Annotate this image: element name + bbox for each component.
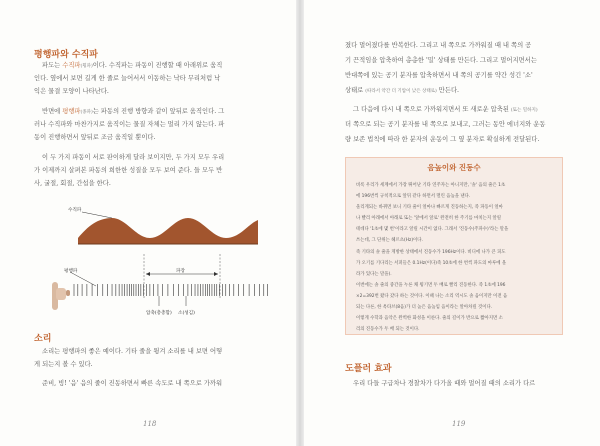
label-longitudinal-wave: 평행파: [64, 269, 78, 274]
paragraph-both-line2: 가 이제까지 살펴본 파동의 희한한 성질을 모두 보여 준다. 들 모두 반: [34, 167, 223, 174]
paragraph-top-line1: 졌다 멀어졌다를 반복한다. 그리고 내 쪽으로 가까워질 때 내 쪽의 공: [345, 42, 532, 49]
box-line: 라가 있다는 말을).: [356, 271, 392, 277]
box-line: 이번에는 솔 줄의 중간을 누른 채 튕기면 두 배로 빨리 진동한다. 즉 1초에 196: [356, 282, 506, 288]
longitudinal-wave-lines: [74, 284, 268, 296]
heading-wave-types: 평행파와 수직파: [34, 50, 98, 60]
wavelength-arrowhead-right: [214, 272, 218, 276]
box-line: 즉 기타의 솔 줄을 게방한 상태에서 진동수가 196Hz이다. 비디에 나가 큰 피도: [356, 249, 506, 255]
paragraph-both-line1: 이 두 가지 파동이 서로 판이하게 달라 보이지만, 두 가지 모두 우리: [42, 154, 225, 161]
box-line: 비록 우리가 세계에서 가장 뛰어난 기타 연주자는 아니지만, '솔' 음의 줄은 1초: [356, 183, 506, 188]
pitch-frequency-box: [345, 157, 563, 335]
page-number-right: 119: [452, 420, 466, 428]
transverse-pointer: [82, 212, 112, 218]
label-compression: 압축(총총함): [146, 311, 172, 316]
label-wavelength: 파장: [176, 269, 185, 274]
book-gutter: [296, 0, 304, 446]
paragraph-sound-line2: 게 되는지 볼 수 있다.: [34, 361, 93, 368]
box-line: 울리게되는 바뀌면 보니 기타 줄이 얼마나 빠르게 진동하는지, 즉 파동이 얼마: [356, 205, 503, 211]
paragraph-top-line2: 기 끈적임을 압축하여 총총한 '밀' 상태를 만든다. 그리고 멀어지면서는: [345, 57, 537, 64]
paragraph-sound-line1: 소리는 평행파의 좋은 예이다. 기타 줄을 튕겨 소리를 내 보면 어떻: [42, 348, 223, 355]
paragraph-longitudinal-line1: 반면에 평행파(종파)는 파동의 진행 방향과 같이 앞뒤로 움직인다. 그: [42, 108, 225, 115]
page-number-left: 118: [143, 420, 157, 428]
paragraph-top-line3: 반대쪽에 있는 공기 분자를 압축하면서 내 쪽의 공기를 약간 성긴 '소': [345, 72, 533, 79]
box-line: 되는 다른, 한 옥타브(8음)가 더 높은 음높임 음이라는 알아차릴 것이다.: [356, 305, 493, 311]
box-line: 리의 진동수가 두 배 되는 것이다.: [356, 327, 420, 333]
box-line: ×2=392번 왔다 갔다 하는 것이다. 이때 나는 소리 역시도 솔 음이지만 이전 음: [356, 293, 508, 299]
paragraph-transverse-line2: 인다. 옆에서 보면 길게 한 줄로 늘어서서 이동하는 낙타 무리처럼 낙: [34, 75, 221, 82]
paragraph-doppler-line1: 우리 다들 구급차나 경찰차가 다가올 때와 멀어질 때의 소리가 다르: [353, 380, 536, 387]
paragraph-top-line5: 그 다음에 다시 내 쪽으로 가까워지면서 또 새로운 압축된 (또는 밀하지): [353, 106, 538, 113]
paragraph-longitudinal-line2: 러나 수직파와 마찬가지로 움직이는 물질 자체는 멀리 가지 않는다. 파: [34, 121, 225, 128]
wavelength-arrowhead-left: [146, 272, 150, 276]
wave-diagram: [34, 198, 276, 318]
box-line: 에 196번씩 규칙적으로 앞뒤 같다 하면서 떨린 음높을 낸다.: [356, 194, 471, 200]
box-line: 나 빨리 아래에서 아래로 또는 '앞에서 앞로' 완전히 한 주기를 마치는지 알릴: [356, 216, 502, 222]
longitudinal-pointer: [70, 272, 96, 286]
paragraph-top-line4: 상태로 (따라서 약간 더 기압이 낮은 상태로) 만든다.: [345, 87, 460, 94]
paragraph-transverse-line1: 파도는 수직파(횡파)이다. 수직파는 파동이 진행할 때 아래위로 움직: [42, 62, 223, 69]
box-title: 음높이와 진동수: [427, 163, 481, 172]
heading-sound: 소리: [34, 334, 52, 344]
box-line: 가 오기를 기다리는 서퍼들은 0.1Hz(이다)즉 10초에 한 번씩 파도의 마루에 올: [356, 260, 507, 266]
hand-palm: [56, 288, 66, 300]
hand-finger: [66, 290, 70, 296]
box-line: 테데다 '1초에 몇 번'이라고 알릴 시간이 없다. 그래서 '진동수(주파수)'라는 말을: [356, 227, 509, 233]
label-rarefaction: 소(성김): [178, 311, 195, 316]
heading-doppler: 도플러 효과: [345, 364, 392, 374]
paragraph-top-line7: 량 보존 법칙에 따라 한 분자의 운동이 그 옆 분자로 확실하게 전달된다.: [345, 136, 540, 143]
box-line: 쓰는데, 그 단위는 헤르츠(Hz)이다.: [356, 238, 423, 244]
paragraph-both-line3: 사, 굴절, 회절, 간섭을 한다.: [34, 180, 111, 187]
paragraph-longitudinal-line3: 동이 진행하면서 앞뒤로 조금 움직일 뿐이다.: [34, 134, 156, 141]
paragraph-transverse-line3: 익은 물결 모양이 나타난다.: [34, 88, 109, 95]
box-line: 이렇게 수학과 음악은 완벽한 화성을 이룬다. 줄의 길이가 반으로 짧아지면 소: [356, 316, 503, 322]
paragraph-guitar-line1: 준비, 빙! '음' 음의 줄이 진동하면서 빠른 속도로 내 쪽으로 가까워: [42, 380, 223, 387]
transverse-wave-shape: [78, 218, 258, 244]
box-text: [356, 180, 554, 335]
paragraph-top-line6: 더 쪽으로 되는 공기 분자를 내 쪽으로 보내고, 그러는 동안 에너지와 운동: [345, 121, 546, 128]
label-transverse-wave: 수직파: [68, 208, 82, 213]
